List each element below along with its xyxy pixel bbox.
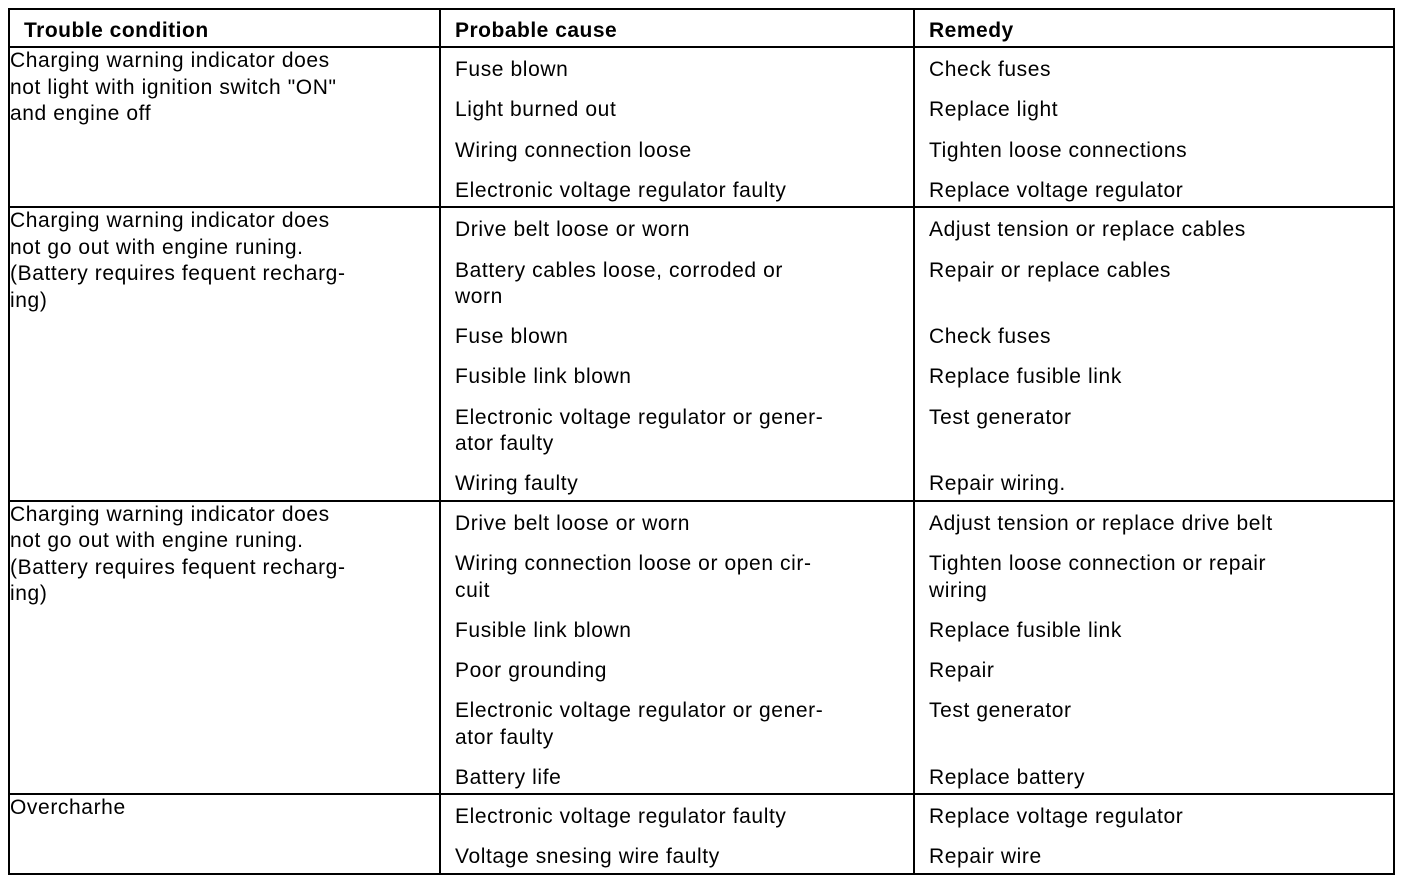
- remedy-item: Adjust tension or replace cables: [929, 218, 1246, 242]
- remedy-cell: [914, 207, 1394, 500]
- remedy-item: Replace battery: [929, 765, 1086, 789]
- remedy-item: Repair wire: [929, 845, 1042, 869]
- table-row: [9, 501, 1394, 794]
- remedy-item: Replace voltage regulator: [929, 805, 1184, 829]
- trouble-condition-cell: Charging warning indicator does not go out with engine runing. (Battery requires fequent recharg- ing): [9, 501, 440, 794]
- probable-cause-item: Electronic voltage regulator or gener- ator faulty: [455, 405, 824, 456]
- trouble-condition-cell: Overcharhe: [9, 794, 440, 874]
- probable-cause-list: [441, 48, 913, 206]
- probable-cause-item: Electronic voltage regulator faulty: [455, 178, 787, 202]
- probable-cause-list: [441, 208, 913, 499]
- probable-cause-item: Voltage snesing wire faulty: [455, 845, 720, 869]
- probable-cause-item: Wiring connection loose or open cir- cuit: [455, 552, 812, 602]
- remedy-item: Replace voltage regulator: [929, 178, 1184, 202]
- probable-cause-list: [441, 502, 913, 793]
- header-probable-cause: Probable cause: [440, 9, 914, 47]
- header-remedy: Remedy: [914, 9, 1394, 47]
- probable-cause-item: Battery life: [455, 765, 562, 789]
- probable-cause-item: Fusible link blown: [455, 365, 632, 389]
- remedy-item: Replace light: [929, 98, 1059, 122]
- remedy-item: Test generator: [929, 405, 1072, 429]
- probable-cause-cell: [440, 794, 914, 874]
- remedy-cell: [914, 47, 1394, 207]
- troubleshooting-table: [8, 8, 1395, 875]
- probable-cause-item: Wiring connection loose: [455, 138, 692, 162]
- probable-cause-item: Drive belt loose or worn: [455, 511, 690, 535]
- remedy-item: Tighten loose connections: [929, 138, 1188, 162]
- remedy-list: [915, 502, 1393, 793]
- table-body: [9, 47, 1394, 874]
- remedy-cell: [914, 794, 1394, 874]
- trouble-condition-cell: Charging warning indicator does not light with ignition switch "ON" and engine off: [9, 47, 440, 207]
- remedy-list: [915, 48, 1393, 206]
- probable-cause-item: Drive belt loose or worn: [455, 218, 690, 242]
- remedy-item: Test generator: [929, 699, 1072, 723]
- probable-cause-item: Wiring faulty: [455, 472, 579, 496]
- trouble-condition-cell: Charging warning indicator does not go out with engine runing. (Battery requires fequent recharg- ing): [9, 207, 440, 500]
- remedy-list: [915, 795, 1393, 873]
- remedy-item: Repair wiring.: [929, 472, 1066, 496]
- probable-cause-item: Fuse blown: [455, 325, 569, 349]
- remedy-item: Repair or replace cables: [929, 258, 1172, 282]
- probable-cause-item: Light burned out: [455, 98, 617, 122]
- table-row: [9, 47, 1394, 207]
- probable-cause-cell: [440, 501, 914, 794]
- remedy-item: Check fuses: [929, 58, 1052, 81]
- probable-cause-item: Electronic voltage regulator faulty: [455, 805, 787, 829]
- remedy-item: Repair: [929, 658, 995, 682]
- remedy-item: Adjust tension or replace drive belt: [929, 511, 1273, 535]
- probable-cause-list: [441, 795, 913, 873]
- remedy-item: Replace fusible link: [929, 365, 1122, 389]
- probable-cause-item: Electronic voltage regulator or gener- ator faulty: [455, 699, 824, 749]
- table-row: [9, 207, 1394, 500]
- probable-cause-item: Poor grounding: [455, 658, 608, 682]
- remedy-item: Check fuses: [929, 325, 1052, 349]
- troubleshooting-sheet: [8, 8, 1393, 878]
- remedy-item: Tighten loose connection or repair wiring: [929, 552, 1267, 602]
- remedy-item: Replace fusible link: [929, 618, 1122, 642]
- remedy-cell: [914, 501, 1394, 794]
- table-row: [9, 794, 1394, 874]
- header-row: [9, 9, 1394, 47]
- remedy-list: [915, 208, 1393, 499]
- probable-cause-cell: [440, 47, 914, 207]
- header-trouble-condition: Trouble condition: [9, 9, 440, 47]
- probable-cause-item: Battery cables loose, corroded or worn: [455, 258, 783, 309]
- probable-cause-item: Fuse blown: [455, 58, 569, 81]
- probable-cause-cell: [440, 207, 914, 500]
- probable-cause-item: Fusible link blown: [455, 618, 632, 642]
